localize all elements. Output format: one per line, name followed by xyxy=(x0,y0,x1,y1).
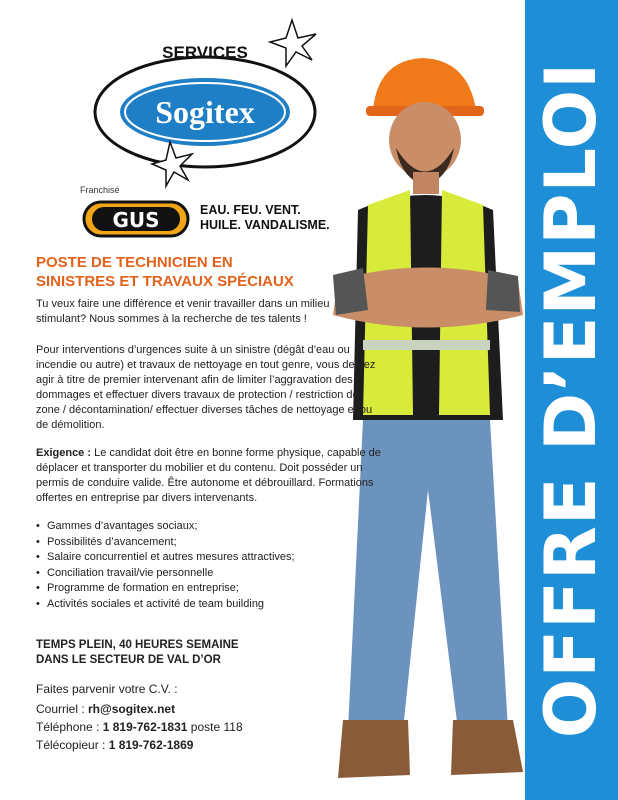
sogitex-logo xyxy=(80,12,325,192)
gus-tagline-line1: EAU. FEU. VENT. xyxy=(200,203,301,217)
schedule-line1: TEMPS PLEIN, 40 HEURES SEMAINE xyxy=(36,639,239,651)
phone-extension: poste 118 xyxy=(187,720,243,734)
job-title-line1: POSTE DE TECHNICIEN EN xyxy=(36,254,233,271)
requirement-text: Le candidat doit être en bonne forme physique, capable de déplacer et transporter du mobilier et du contenu. Doit posséder un permis de conduire valide. Être autonome et débrouillard. Formations offertes en entreprise par divers intervenants. xyxy=(36,447,381,504)
email-line xyxy=(36,700,243,718)
list-item: • Gammes d’avantages sociaux; xyxy=(36,519,295,535)
gus-tagline-line2: HUILE. VANDALISME. xyxy=(200,218,330,232)
schedule-info xyxy=(36,638,239,668)
banner-title: OFFRE D’EMPLOI xyxy=(530,61,612,739)
phone-line xyxy=(36,718,243,736)
intro-paragraph: Tu veux faire une différence et venir travailler dans un milieu stimulant? Nous sommes à la recherche de tes talents ! xyxy=(36,298,330,325)
franchise-label: Franchisé xyxy=(80,185,120,195)
list-item: • Activités sociales et activité de team building xyxy=(36,597,295,613)
list-item: • Possibilités d’avancement; xyxy=(36,535,295,551)
requirement-label: Exigence : xyxy=(36,447,92,459)
requirements-paragraph xyxy=(36,446,381,506)
contact-heading: Faites parvenir votre C.V. : xyxy=(36,682,178,696)
email-link[interactable]: rh@sogitex.net xyxy=(88,702,176,716)
list-item: • Conciliation travail/vie personnelle xyxy=(36,566,295,582)
logo-services-text: SERVICES xyxy=(162,43,248,62)
list-item: • Salaire concurrentiel et autres mesures attractives; xyxy=(36,550,295,566)
contact-block xyxy=(36,700,243,754)
job-title-line2: SINISTRES ET TRAVAUX SPÉCIAUX xyxy=(36,273,294,290)
job-title xyxy=(36,253,366,291)
list-item: • Programme de formation en entreprise; xyxy=(36,581,295,597)
phone-number[interactable]: 1 819-762-1831 xyxy=(102,720,188,734)
description-paragraph: Pour interventions d’urgences suite à un sinistre (dégât d’eau ou incendie ou autre) et travaux de nettoyage en tout genre, vous devrez agir à titre de premier intervenant afin de limiter l’aggravation des dommages et effectuer divers travaux de protection / restriction de zone / décontamination/ effectuer diverses tâches de nettoyage et/ou de démolition. xyxy=(36,344,376,431)
logo-name-text: Sogitex xyxy=(155,94,255,130)
gus-logo-text: GUS xyxy=(112,208,160,232)
email-label: Courriel : xyxy=(36,702,89,716)
gus-tagline xyxy=(200,203,330,233)
fax-label: Télécopieur : xyxy=(36,738,109,752)
phone-label: Téléphone : xyxy=(36,720,103,734)
benefits-list xyxy=(36,519,295,612)
gus-logo xyxy=(82,198,194,240)
fax-line xyxy=(36,736,243,754)
schedule-line2: DANS LE SECTEUR DE VAL D’OR xyxy=(36,654,221,666)
fax-number: 1 819-762-1869 xyxy=(108,738,194,752)
